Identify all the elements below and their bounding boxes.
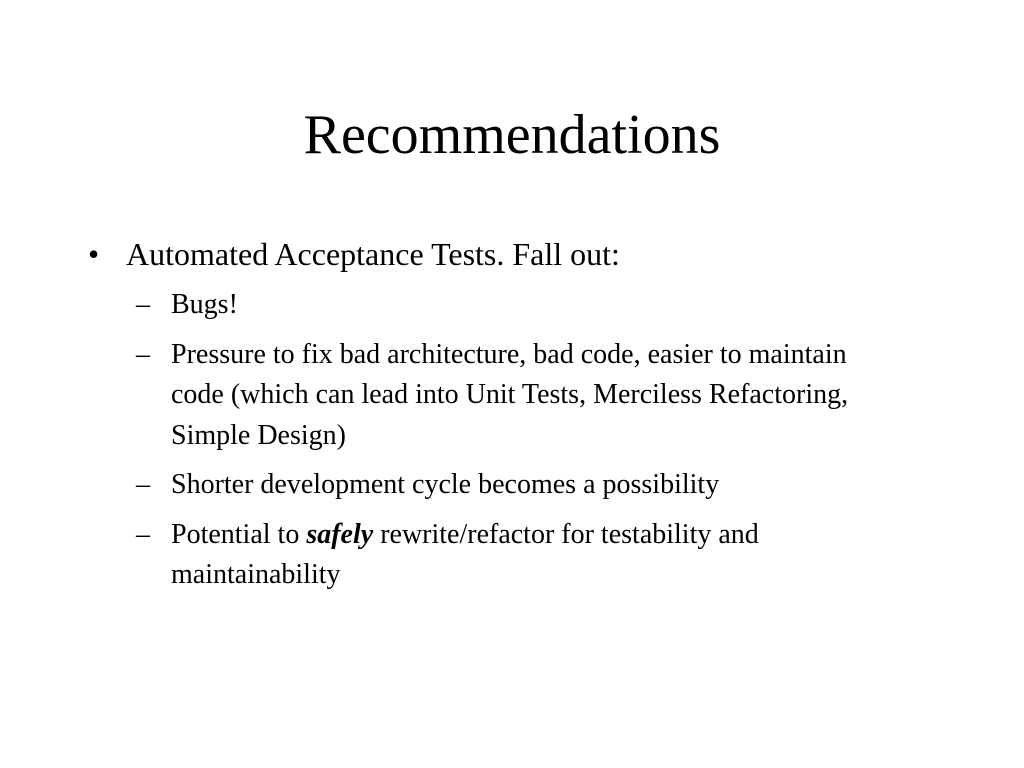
- sub-bullet-text-before: Potential to: [171, 518, 307, 550]
- bullet-text: Automated Acceptance Tests. Fall out:: [126, 236, 620, 272]
- sub-bullet-list: [136, 285, 896, 605]
- bullet-marker: •: [88, 236, 100, 272]
- sub-bullet-item: [136, 465, 896, 506]
- sub-bullet-marker: –: [136, 338, 150, 370]
- sub-bullet-text: Bugs!: [171, 289, 238, 320]
- sub-bullet-marker: –: [136, 469, 150, 500]
- sub-bullet-text: Shorter development cycle becomes a possibility: [171, 469, 720, 500]
- sub-bullet-item: [136, 515, 896, 596]
- sub-bullet-text: Pressure to fix bad architecture, bad code, easier to maintain code (which can lead into Unit Tests, Merciless Refactoring, Simple Design): [171, 338, 849, 451]
- emphasis-text: safely: [306, 518, 374, 550]
- sub-bullet-item: [136, 285, 896, 326]
- sub-bullet-item: [136, 335, 896, 457]
- sub-bullet-marker: –: [136, 518, 150, 550]
- sub-bullet-marker: –: [136, 289, 150, 320]
- sub-bullet-text-after: rewrite/refactor for testability and maintainability: [171, 518, 759, 590]
- slide-title: Recommendations: [303, 104, 721, 166]
